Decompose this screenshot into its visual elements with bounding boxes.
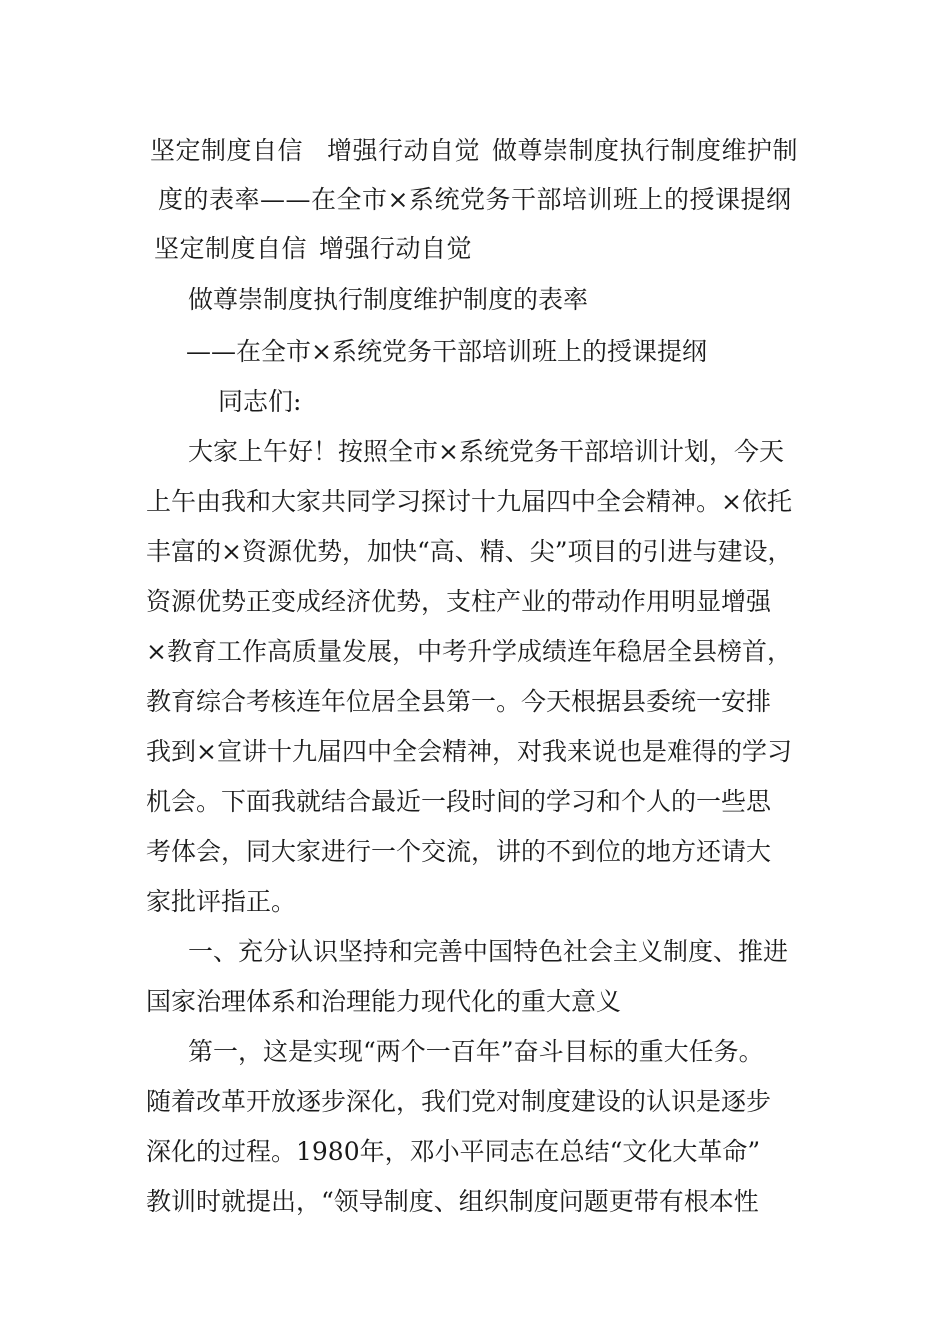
title-line-1-part-2: 增强行动自觉: [327, 136, 481, 165]
title-line-3: [154, 232, 472, 266]
body-line: ×教育工作高质量发展，中考升学成绩连年稳居全县榜首，: [146, 637, 792, 666]
body-line: 丰富的×资源优势，加快“高、精、尖”项目的引进与建设，: [146, 537, 793, 566]
body-line: 机会。下面我就结合最近一段时间的学习和个人的一些思: [146, 787, 772, 816]
body-line: 随着改革开放逐步深化，我们党对制度建设的认识是逐步: [146, 1087, 772, 1116]
title-line-3-part-1: 坚定制度自信: [154, 234, 308, 263]
salutation: 同志们:: [218, 387, 302, 416]
body-line: 我到×宣讲十九届四中全会精神，对我来说也是难得的学习: [146, 737, 792, 766]
body-line: 考体会，同大家进行一个交流，讲的不到位的地方还请大: [146, 837, 772, 866]
body-line: 大家上午好！按照全市×系统党务干部培训计划，今天: [188, 437, 784, 466]
title-line-2: 度的表率——在全市×系统党务干部培训班上的授课提纲: [158, 185, 792, 214]
section-heading-line: 一、充分认识坚持和完善中国特色社会主义制度、推进: [188, 937, 789, 966]
section-heading-line: 国家治理体系和治理能力现代化的重大意义: [146, 987, 622, 1016]
body-line: 上午由我和大家共同学习探讨十九届四中全会精神。×依托: [146, 487, 792, 516]
heading-subtitle: ——在全市×系统党务干部培训班上的授课提纲: [186, 337, 707, 366]
body-line: 家批评指正。: [146, 887, 297, 916]
title-line-3-part-2: 增强行动自觉: [319, 234, 473, 263]
body-line: 深化的过程。1980年，邓小平同志在总结“文化大革命”: [146, 1137, 761, 1166]
body-line: 第一，这是实现“两个一百年”奋斗目标的重大任务。: [188, 1037, 764, 1066]
body-line: 教训时就提出，“领导制度、组织制度问题更带有根本性: [146, 1187, 759, 1216]
body-line: 教育综合考核连年位居全县第一。今天根据县委统一安排: [146, 687, 772, 716]
title-line-1-part-1: 坚定制度自信: [150, 136, 304, 165]
heading-main: 做尊崇制度执行制度维护制度的表率: [188, 285, 589, 314]
title-line-1: [150, 134, 798, 168]
title-line-1-part-3: 做尊崇制度执行制度维护制: [492, 136, 799, 165]
body-line: 资源优势正变成经济优势，支柱产业的带动作用明显增强: [146, 587, 772, 616]
